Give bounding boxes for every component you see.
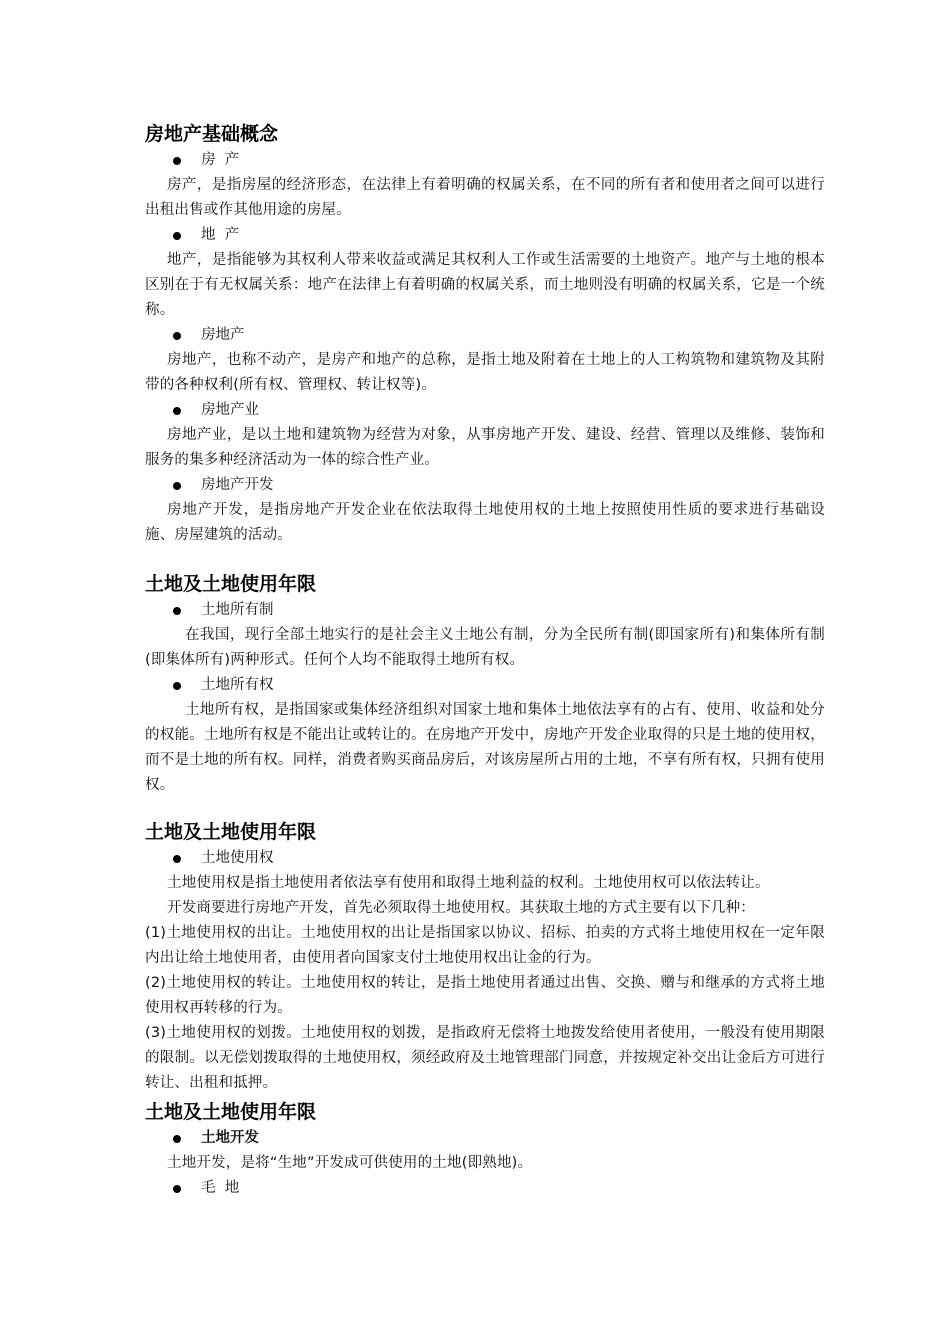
bullet-item	[145, 148, 825, 173]
paragraph: 地产，是指能够为其权利人带来收益或满足其权利人工作或生活需要的土地资产。地产与土地的根本区别在于有无权属关系：地产在法律上有着明确的权属关系，而土地则没有明确的权属关系，它是一个统称。	[145, 252, 825, 318]
paragraph: 房地产，也称不动产，是房产和地产的总称，是指土地及附着在土地上的人工构筑物和建筑物及其附带的各种权利(所有权、管理权、转让权等)。	[145, 352, 825, 393]
section-title: 土地及土地使用年限	[145, 573, 317, 595]
paragraph: 土地使用权是指土地使用者依法享有使用和取得土地利益的权利。土地使用权可以依法转让。	[167, 875, 770, 891]
bullet-dot-icon	[173, 407, 181, 415]
bullet-label: 房 产	[201, 152, 240, 168]
bullet-item	[145, 846, 825, 871]
bullet-item	[145, 323, 825, 348]
section-title: 房地产基础概念	[145, 123, 279, 145]
paragraph: 土地开发，是将“生地”开发成可供使用的土地(即熟地)。	[167, 1155, 533, 1171]
bullet-label: 毛 地	[201, 1180, 240, 1196]
bullet-item	[145, 598, 825, 623]
paragraph: 房地产业，是以土地和建筑物为经营为对象，从事房地产开发、建设、经营、管理以及维修、装饰和服务的集多种经济活动为一体的综合性产业。	[145, 427, 825, 468]
bullet-dot-icon	[173, 855, 181, 863]
bullet-dot-icon	[173, 232, 181, 240]
paragraph: 房地产开发，是指房地产开发企业在依法取得土地使用权的土地上按照使用性质的要求进行基础设施、房屋建筑的活动。	[145, 502, 825, 543]
bullet-label: 土地使用权	[201, 850, 274, 866]
bullet-item	[145, 1176, 825, 1201]
bullet-item	[145, 673, 825, 698]
bullet-dot-icon	[173, 682, 181, 690]
paragraph: (2)土地使用权的转让。土地使用权的转让，是指土地使用者通过出售、交换、赠与和继承的方式将土地使用权再转移的行为。	[145, 975, 825, 1016]
section-title: 土地及土地使用年限	[145, 1101, 317, 1123]
bullet-dot-icon	[173, 332, 181, 340]
paragraph: (1)土地使用权的出让。土地使用权的出让是指国家以协议、招标、拍卖的方式将土地使用权在一定年限内出让给土地使用者，由使用者向国家支付土地使用权出让金的行为。	[145, 925, 825, 966]
bullet-dot-icon	[173, 1185, 181, 1193]
bullet-label: 房地产开发	[201, 477, 274, 493]
bullet-label: 土地所有权	[201, 677, 274, 693]
bullet-label: 土地开发	[201, 1130, 259, 1146]
bullet-label: 房地产业	[201, 402, 259, 418]
bullet-dot-icon	[173, 1135, 181, 1143]
document-body	[145, 120, 825, 1201]
paragraph: 开发商要进行房地产开发，首先必须取得土地使用权。其获取土地的方式主要有以下几种：	[167, 900, 755, 916]
bullet-item	[145, 473, 825, 498]
paragraph: 房产，是指房屋的经济形态，在法律上有着明确的权属关系，在不同的所有者和使用者之间可以进行出租出售或作其他用途的房屋。	[145, 177, 825, 218]
bullet-label: 土地所有制	[201, 602, 274, 618]
bullet-label: 房地产	[201, 327, 245, 343]
bullet-dot-icon	[173, 157, 181, 165]
bullet-dot-icon	[173, 607, 181, 615]
bullet-item	[145, 223, 825, 248]
paragraph: 土地所有权，是指国家或集体经济组织对国家土地和集体土地依法享有的占有、使用、收益和处分的权能。土地所有权是不能出让或转让的。在房地产开发中，房地产开发企业取得的只是土地的使用权，而不是土地的所有权。同样，消费者购买商品房后，对该房屋所占用的土地，不享有所有权，只拥有使用权。	[145, 702, 825, 793]
paragraph: (3)土地使用权的划拨。土地使用权的划拨，是指政府无偿将土地拨发给使用者使用，一般没有使用期限的限制。以无偿划拨取得的土地使用权，须经政府及土地管理部门同意，并按规定补交出让金后方可进行转让、出租和抵押。	[145, 1025, 825, 1091]
bullet-label: 地 产	[201, 227, 240, 243]
bullet-item	[145, 398, 825, 423]
paragraph: 在我国，现行全部土地实行的是社会主义土地公有制，分为全民所有制(即国家所有)和集体所有制(即集体所有)两种形式。任何个人均不能取得土地所有权。	[145, 627, 825, 668]
bullet-dot-icon	[173, 482, 181, 490]
section-title: 土地及土地使用年限	[145, 821, 317, 843]
bullet-item	[145, 1126, 825, 1151]
